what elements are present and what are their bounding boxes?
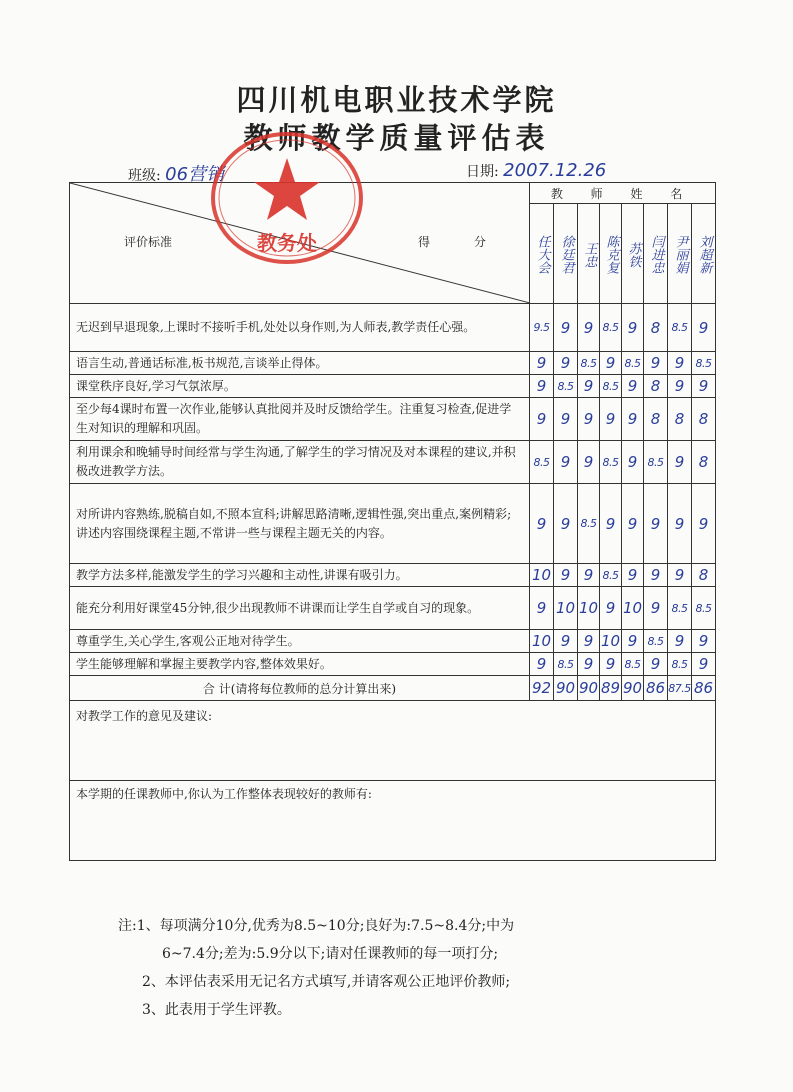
teacher-name-5: 苏铁: [622, 204, 644, 304]
score-cell: 9: [644, 587, 668, 630]
total-cell: 90: [622, 676, 644, 701]
note-line-4: 3、此表用于学生评教。: [142, 1002, 291, 1018]
score-cell: 8.5: [668, 304, 692, 352]
score-cell: 8.5: [600, 441, 622, 484]
date-value: 2007.12.26: [503, 160, 607, 181]
total-cell: 90: [554, 676, 578, 701]
score-cell: 9: [554, 441, 578, 484]
score-cell: 8.5: [622, 352, 644, 375]
criterion-text: 语言生动,普通话标准,板书规范,言谈举止得体。: [70, 352, 530, 375]
score-cell: 9: [622, 375, 644, 398]
score-cell: 9: [530, 653, 554, 676]
date-field: [466, 160, 606, 181]
total-label: 合 计(请将每位教师的总分计算出来): [70, 676, 530, 701]
score-cell: 9: [668, 441, 692, 484]
score-cell: 9: [554, 484, 578, 564]
opinion-section: [70, 701, 716, 781]
score-cell: 8.5: [622, 653, 644, 676]
note-line-3: 2、本评估表采用无记名方式填写,并请客观公正地评价教师;: [142, 974, 511, 990]
score-cell: 9: [644, 564, 668, 587]
score-cell: 9: [554, 564, 578, 587]
criterion-row: [70, 484, 716, 564]
score-rows: [70, 304, 716, 676]
note-line-2: 6~7.4分;差为:5.9分以下;请对任课教师的每一项打分;: [162, 946, 499, 962]
total-cell: 86: [692, 676, 716, 701]
score-cell: 8.5: [644, 630, 668, 653]
score-cell: 9: [600, 587, 622, 630]
svg-text:教务处: 教务处: [257, 231, 317, 255]
score-cell: 9: [622, 398, 644, 441]
score-cell: 8: [668, 398, 692, 441]
score-cell: 9: [668, 352, 692, 375]
score-cell: 8.5: [692, 352, 716, 375]
score-cell: 9: [578, 398, 600, 441]
score-cell: 9: [530, 352, 554, 375]
criterion-text: 学生能够理解和掌握主要教学内容,整体效果好。: [70, 653, 530, 676]
score-cell: 9: [530, 484, 554, 564]
score-cell: 9: [530, 375, 554, 398]
score-cell: 10: [578, 587, 600, 630]
score-cell: 9: [692, 484, 716, 564]
criterion-text: 能充分利用好课堂45分钟,很少出现教师不讲课而让学生自学或自习的现象。: [70, 587, 530, 630]
score-cell: 9: [668, 484, 692, 564]
school-name: 四川机电职业技术学院: [236, 83, 557, 117]
teacher-name-8: 刘超新: [692, 204, 716, 304]
score-cell: 8.5: [600, 375, 622, 398]
score-cell: 9: [600, 352, 622, 375]
total-cell: 87.5: [668, 676, 692, 701]
score-cell: 9: [622, 441, 644, 484]
score-cell: 9: [668, 630, 692, 653]
total-cell: 90: [578, 676, 600, 701]
score-cell: 9: [622, 630, 644, 653]
score-cell: 8.5: [530, 441, 554, 484]
score-cell: 9: [530, 587, 554, 630]
score-cell: 9: [692, 375, 716, 398]
total-cell: 86: [644, 676, 668, 701]
note-line-1: 注:1、每项满分10分,优秀为8.5~10分;良好为:7.5~8.4分;中为: [118, 918, 515, 934]
criterion-row: [70, 653, 716, 676]
score-cell: 9: [578, 441, 600, 484]
score-cell: 9: [578, 375, 600, 398]
score-cell: 9: [554, 304, 578, 352]
criterion-row: [70, 630, 716, 653]
score-cell: 8: [692, 398, 716, 441]
criterion-row: [70, 304, 716, 352]
score-cell: 8.5: [600, 564, 622, 587]
score-cell: 8.5: [668, 587, 692, 630]
criterion-text: 尊重学生,关心学生,客观公正地对待学生。: [70, 630, 530, 653]
best-teacher-label: 本学期的任课教师中,你认为工作整体表现较好的教师有:: [76, 787, 372, 801]
score-cell: 8.5: [692, 587, 716, 630]
score-cell: 8: [692, 441, 716, 484]
teacher-name-3: 王忠: [578, 204, 600, 304]
score-cell: 8.5: [578, 352, 600, 375]
score-cell: 9: [578, 304, 600, 352]
date-label: 日期:: [466, 164, 499, 180]
teacher-group-label: 教 师 姓 名: [530, 183, 716, 204]
score-cell: 10: [622, 587, 644, 630]
score-cell: 9: [554, 630, 578, 653]
score-cell: 8.5: [554, 653, 578, 676]
class-label: 班级:: [128, 168, 161, 184]
score-cell: 8: [644, 398, 668, 441]
score-cell: 8.5: [554, 375, 578, 398]
criterion-text: 利用课余和晚辅导时间经常与学生沟通,了解学生的学习情况及对本课程的建议,并积极改进教学方法。: [70, 441, 530, 484]
official-seal: [207, 128, 367, 268]
score-cell: 9: [622, 564, 644, 587]
score-cell: 8.5: [600, 304, 622, 352]
class-value: 06营销: [165, 164, 225, 185]
score-cell: 8: [644, 375, 668, 398]
total-cell: 92: [530, 676, 554, 701]
score-cell: 9: [644, 484, 668, 564]
teacher-name-6: 闫进忠: [644, 204, 668, 304]
criteria-header: 评价标准: [124, 235, 173, 249]
score-cell: 9: [644, 352, 668, 375]
score-header: 得 分: [418, 235, 506, 249]
score-cell: 9: [578, 564, 600, 587]
score-cell: 8.5: [578, 484, 600, 564]
teacher-name-1: 任大会: [530, 204, 554, 304]
score-cell: 9: [622, 484, 644, 564]
teacher-name-4: 陈克复: [600, 204, 622, 304]
criterion-row: [70, 375, 716, 398]
score-cell: 9: [668, 375, 692, 398]
score-cell: 9: [578, 630, 600, 653]
score-cell: 9: [600, 653, 622, 676]
score-cell: 9.5: [530, 304, 554, 352]
score-cell: 9: [530, 398, 554, 441]
score-cell: 10: [530, 630, 554, 653]
score-cell: 9: [692, 653, 716, 676]
score-cell: 8: [692, 564, 716, 587]
score-cell: 9: [578, 653, 600, 676]
opinion-label: 对教学工作的意见及建议:: [76, 709, 213, 723]
score-cell: 9: [600, 398, 622, 441]
score-cell: 8: [644, 304, 668, 352]
score-cell: 9: [622, 304, 644, 352]
score-cell: 8.5: [668, 653, 692, 676]
score-cell: 9: [668, 564, 692, 587]
score-cell: 9: [692, 304, 716, 352]
criterion-row: [70, 398, 716, 441]
criterion-row: [70, 587, 716, 630]
score-cell: 10: [600, 630, 622, 653]
score-cell: 9: [600, 484, 622, 564]
score-cell: 9: [554, 398, 578, 441]
score-cell: 8.5: [644, 441, 668, 484]
criterion-row: [70, 564, 716, 587]
criterion-text: 对所讲内容熟练,脱稿自如,不照本宣科;讲解思路清晰,逻辑性强,突出重点,案例精彩;讲述内容围绕课程主题,不常讲一些与课程主题无关的内容。: [70, 484, 530, 564]
evaluation-table: [69, 182, 716, 861]
form-title: 教师教学质量评估表: [243, 121, 550, 155]
criterion-text: 至少每4课时布置一次作业,能够认真批阅并及时反馈给学生。注重复习检查,促进学生对知识的理解和巩固。: [70, 398, 530, 441]
total-cell: 89: [600, 676, 622, 701]
criterion-row: [70, 352, 716, 375]
score-cell: 10: [554, 587, 578, 630]
score-cell: 9: [554, 352, 578, 375]
teacher-name-7: 尹丽娟: [668, 204, 692, 304]
teacher-name-2: 徐廷君: [554, 204, 578, 304]
criterion-text: 无迟到早退现象,上课时不接听手机,处处以身作则,为人师表,教学责任心强。: [70, 304, 530, 352]
score-cell: 9: [644, 653, 668, 676]
criterion-text: 课堂秩序良好,学习气氛浓厚。: [70, 375, 530, 398]
total-row: [70, 676, 716, 701]
criterion-text: 教学方法多样,能激发学生的学习兴趣和主动性,讲课有吸引力。: [70, 564, 530, 587]
criterion-row: [70, 441, 716, 484]
score-cell: 9: [692, 630, 716, 653]
score-cell: 10: [530, 564, 554, 587]
best-teacher-section: [70, 781, 716, 861]
notes-section: [118, 912, 514, 1024]
